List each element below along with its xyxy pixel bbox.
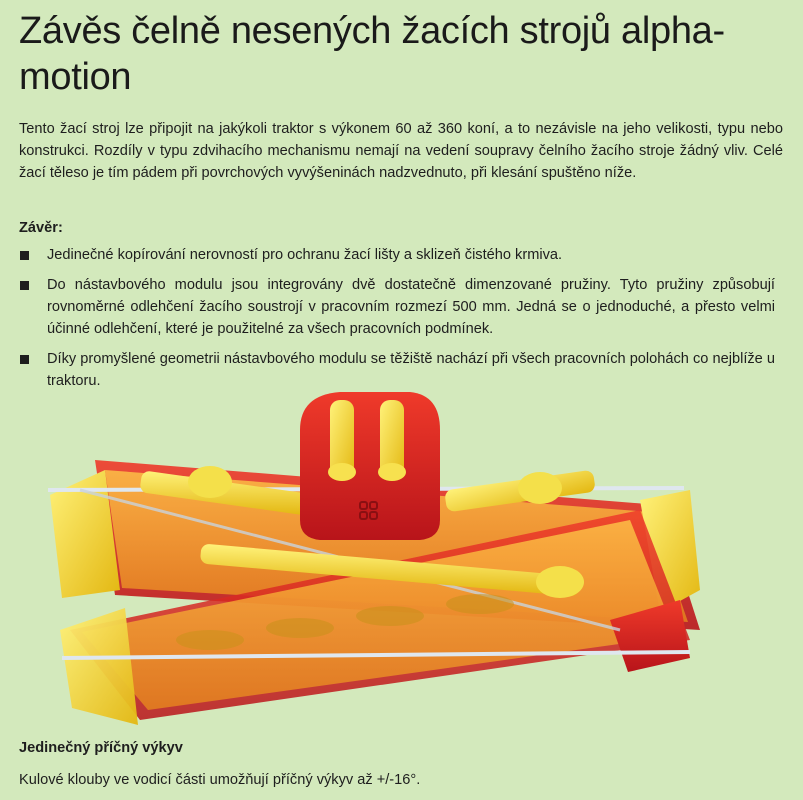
bullet-square-icon	[20, 355, 29, 364]
intro-paragraph: Tento žací stroj lze připojit na jakýkoli traktor s výkonem 60 až 360 koní, a to nezávisle na jeho velikosti, typu nebo konstrukci. Rozdíly v typu zdvihacího mechanismu nemají na vedení soupravy čelního žacího stroje žádný vliv. Celé žací těleso je tím pádem při povrchových vyvýšeninách nadzvednuto, při klesání spuštěno níže.	[19, 121, 783, 181]
bullet-square-icon	[20, 251, 29, 260]
bullet-item: Do nástavbového modulu jsou integrovány dvě dostatečně dimenzované pružiny. Tyto pružiny způsobují rovnoměrné odlehčení žacího soustrojí v pracovním rozmezí 500 mm. Jedná se o jednoduché, a přesto velmi účinné odlehčení, které je použitelné za všech pracovních podmínek.	[19, 274, 775, 340]
page-title: Závěs čelně nesených žacích strojů alpha-motion	[19, 10, 725, 98]
caption-heading: Jedinečný příčný výkyv	[19, 740, 183, 756]
bullet-item: Jedinečné kopírování nerovností pro ochranu žací lišty a sklizeň čistého krmiva.	[19, 244, 775, 266]
mower-illustration	[0, 390, 803, 735]
headstock-module	[300, 392, 440, 540]
bullet-square-icon	[20, 281, 29, 290]
bullet-item: Díky promyšlené geometrii nástavbového modulu se těžiště nachází při všech pracovních polohách co nejblíže u traktoru.	[19, 348, 775, 392]
conclusion-heading: Závěr:	[19, 220, 63, 236]
bullet-list	[19, 244, 775, 400]
caption-text: Kulové klouby ve vodicí části umožňují příčný výkyv až +/-16°.	[19, 772, 421, 788]
